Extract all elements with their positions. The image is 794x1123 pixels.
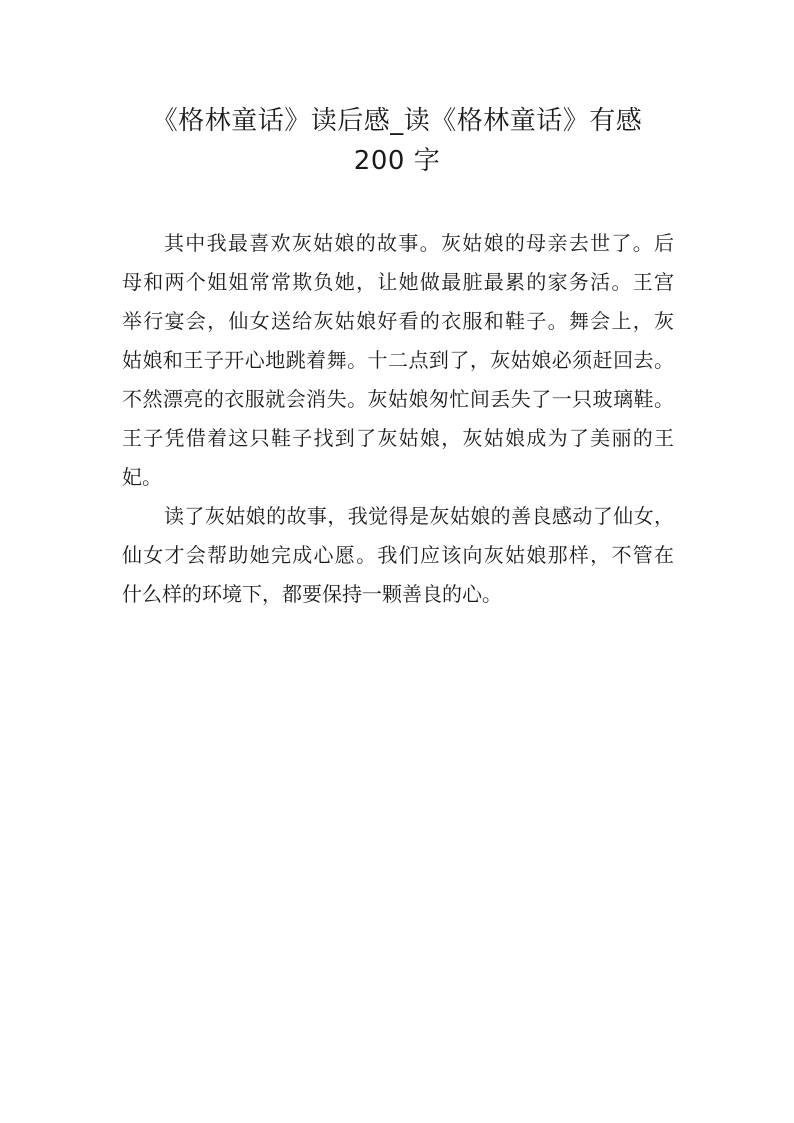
paragraph-line: 读了灰姑娘的故事，我觉得是灰姑娘的善良感动了仙女，	[164, 504, 674, 528]
paragraph-line: 妃。	[122, 465, 162, 489]
document-title	[112, 101, 682, 181]
paragraph-line: 仙女才会帮助她完成心愿。我们应该向灰姑娘那样，不管在	[122, 543, 674, 567]
paragraph-line: 不然漂亮的衣服就会消失。灰姑娘匆忙间丢失了一只玻璃鞋。	[122, 387, 674, 411]
paragraph-line: 王子凭借着这只鞋子找到了灰姑娘，灰姑娘成为了美丽的王	[122, 426, 674, 450]
title-line-2: 200 字	[353, 146, 441, 176]
title-line-1: 《格林童话》读后感_读《格林童话》有感	[151, 106, 643, 136]
paragraph-line: 姑娘和王子开心地跳着舞。十二点到了，灰姑娘必须赶回去。	[122, 348, 674, 372]
paragraph-line: 其中我最喜欢灰姑娘的故事。灰姑娘的母亲去世了。后	[164, 231, 674, 255]
paragraph-line: 举行宴会，仙女送给灰姑娘好看的衣服和鞋子。舞会上，灰	[122, 309, 674, 333]
document-body	[122, 224, 674, 614]
paragraph-1	[122, 224, 674, 497]
paragraph-2	[122, 497, 674, 614]
paragraph-line: 什么样的环境下，都要保持一颗善良的心。	[122, 582, 502, 606]
paragraph-line: 母和两个姐姐常常欺负她，让她做最脏最累的家务活。王宫	[122, 270, 674, 294]
